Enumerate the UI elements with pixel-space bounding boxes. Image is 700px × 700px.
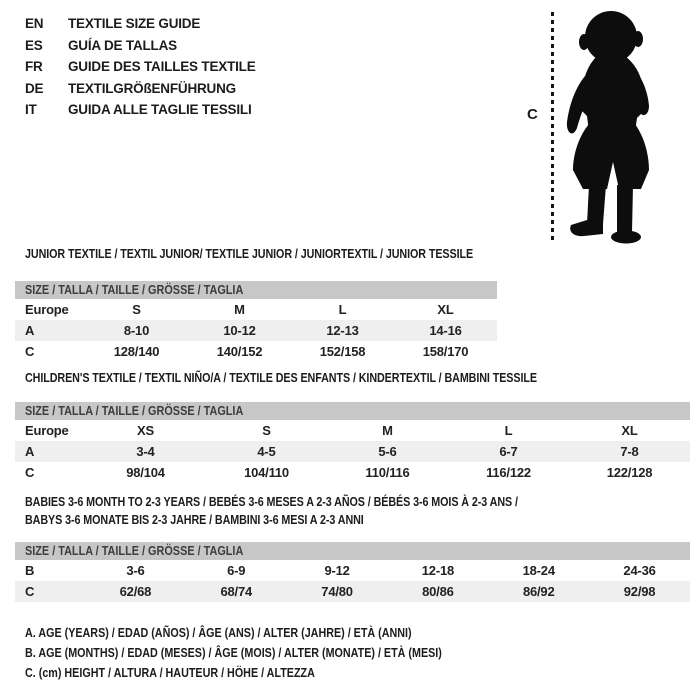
table-rows	[15, 299, 497, 362]
table-cell: 12-18	[421, 563, 455, 578]
table-row	[15, 441, 690, 462]
table-cell: 122/128	[606, 465, 653, 480]
table-cell: 68/74	[220, 584, 253, 599]
footnotes	[25, 623, 510, 683]
table-rows	[15, 420, 690, 483]
section-title-text: CHILDREN'S TEXTILE / TEXTIL NIÑO/A / TEXTILE DES ENFANTS / KINDERTEXTIL / BAMBINI TESSILE	[25, 371, 537, 385]
footnote	[25, 663, 510, 683]
table-header-text: SIZE / TALLA / TAILLE / GRÖSSE / TAGLIA	[25, 283, 244, 297]
table-cell: 74/80	[321, 584, 353, 599]
language-row	[25, 13, 256, 35]
table-cell: L	[504, 423, 513, 438]
section-title	[25, 494, 690, 512]
table-cell: 86/92	[522, 584, 555, 599]
language-code: ES	[25, 37, 43, 53]
language-code: EN	[25, 16, 44, 31]
table-cell: 24-36	[623, 563, 656, 578]
table-header	[15, 402, 690, 420]
row-label: C	[25, 465, 35, 480]
table-cell: 10-12	[223, 323, 256, 338]
table-cell: 116/122	[486, 465, 531, 480]
table-cell: L	[338, 302, 347, 317]
footnote-text: B. AGE (MONTHS) / EDAD (MESES) / ÂGE (MOIS) / ALTER (MONATE) / ETÀ (MESI)	[25, 646, 442, 660]
toddler-silhouette-icon	[559, 6, 663, 246]
language-title: TEXTILE SIZE GUIDE	[68, 16, 201, 31]
language-row	[25, 56, 256, 78]
table-cell: 140/152	[216, 344, 263, 359]
size-table-section	[15, 246, 497, 359]
table-header	[15, 281, 497, 299]
row-label: A	[25, 444, 35, 459]
table-cell: 6-7	[499, 444, 518, 459]
height-measure-line	[551, 12, 554, 243]
table-cell: 152/158	[319, 344, 366, 359]
section-title	[25, 246, 497, 264]
language-title: GUIDE DES TAILLES TEXTILE	[68, 59, 256, 75]
table-header-text: SIZE / TALLA / TAILLE / GRÖSSE / TAGLIA	[25, 544, 244, 558]
section-title-text: BABIES 3-6 MONTH TO 2-3 YEARS / BEBÉS 3-6 MESES A 2-3 AÑOS / BÉBÉS 3-6 MOIS À 2-3 ANS /	[25, 495, 518, 509]
table-cell: 110/116	[365, 465, 410, 480]
row-label: Europe	[25, 423, 69, 438]
table-cell: 7-8	[620, 444, 639, 459]
table-cell: 92/98	[623, 584, 656, 599]
section-title-line2	[25, 512, 690, 530]
table-cell: 5-6	[378, 444, 397, 459]
language-row	[25, 35, 256, 57]
table-header	[15, 542, 690, 560]
size-table	[15, 542, 690, 602]
language-title: TEXTILGRÖßENFÜHRUNG	[68, 80, 236, 96]
footnote-text: A. AGE (YEARS) / EDAD (AÑOS) / ÂGE (ANS) / ALTER (JAHRE) / ETÀ (ANNI)	[25, 626, 412, 640]
row-label: B	[25, 563, 35, 578]
table-row	[15, 581, 690, 602]
table-cell: 158/170	[422, 344, 469, 359]
table-row	[15, 560, 690, 581]
table-cell: M	[382, 423, 393, 438]
table-cell: 104/110	[244, 465, 289, 480]
section-title-text: JUNIOR TEXTILE / TEXTIL JUNIOR/ TEXTILE JUNIOR / JUNIORTEXTIL / JUNIOR TESSILE	[25, 247, 474, 261]
footnote	[25, 643, 510, 663]
table-cell: 3-4	[136, 444, 155, 459]
table-row	[15, 299, 497, 320]
language-code: DE	[25, 80, 44, 96]
table-cell: 6-9	[227, 563, 246, 578]
table-cell: 4-5	[257, 444, 276, 459]
measurement-figure	[515, 0, 700, 255]
table-cell: 14-16	[429, 323, 462, 338]
table-row	[15, 462, 690, 483]
size-table	[15, 281, 497, 362]
table-cell: 80/86	[422, 584, 454, 599]
table-cell: S	[262, 423, 271, 438]
language-title: GUIDA ALLE TAGLIE TESSILI	[68, 102, 252, 118]
footnote	[25, 623, 510, 643]
table-cell: XL	[437, 302, 454, 317]
table-row	[15, 341, 497, 362]
footnote-text: C. (cm) HEIGHT / ALTURA / HAUTEUR / HÖHE / ALTEZZA	[25, 666, 315, 680]
section-title-line2-text: BABYS 3-6 MONATE BIS 2-3 JAHRE / BAMBINI 3-6 MESI A 2-3 ANNI	[25, 512, 364, 527]
section-title	[25, 370, 690, 388]
table-cell: 8-10	[123, 323, 150, 338]
table-cell: 62/68	[119, 584, 152, 599]
table-cell: S	[132, 302, 141, 317]
language-title-list	[25, 13, 256, 121]
table-rows	[15, 560, 690, 602]
table-cell: 9-12	[324, 563, 350, 578]
language-code: FR	[25, 59, 43, 75]
row-label: Europe	[25, 302, 69, 317]
row-label: C	[25, 584, 35, 599]
row-label: A	[25, 323, 35, 338]
table-cell: M	[234, 302, 245, 317]
language-row	[25, 78, 256, 100]
table-cell: XL	[621, 423, 638, 438]
table-cell: 18-24	[522, 563, 555, 578]
language-code: IT	[25, 102, 37, 118]
table-cell: XS	[137, 423, 154, 438]
language-row	[25, 99, 256, 121]
table-row	[15, 420, 690, 441]
row-label: C	[25, 344, 35, 359]
size-table	[15, 402, 690, 483]
size-table-section	[15, 494, 690, 599]
size-table-section	[15, 370, 690, 480]
height-measure-label: C	[527, 106, 538, 123]
table-cell: 98/104	[126, 465, 165, 480]
table-header-text: SIZE / TALLA / TAILLE / GRÖSSE / TAGLIA	[25, 404, 244, 418]
language-title: GUÍA DE TALLAS	[68, 37, 177, 53]
table-cell: 128/140	[113, 344, 160, 359]
table-cell: 12-13	[326, 323, 359, 338]
table-row	[15, 320, 497, 341]
table-cell: 3-6	[126, 563, 145, 578]
